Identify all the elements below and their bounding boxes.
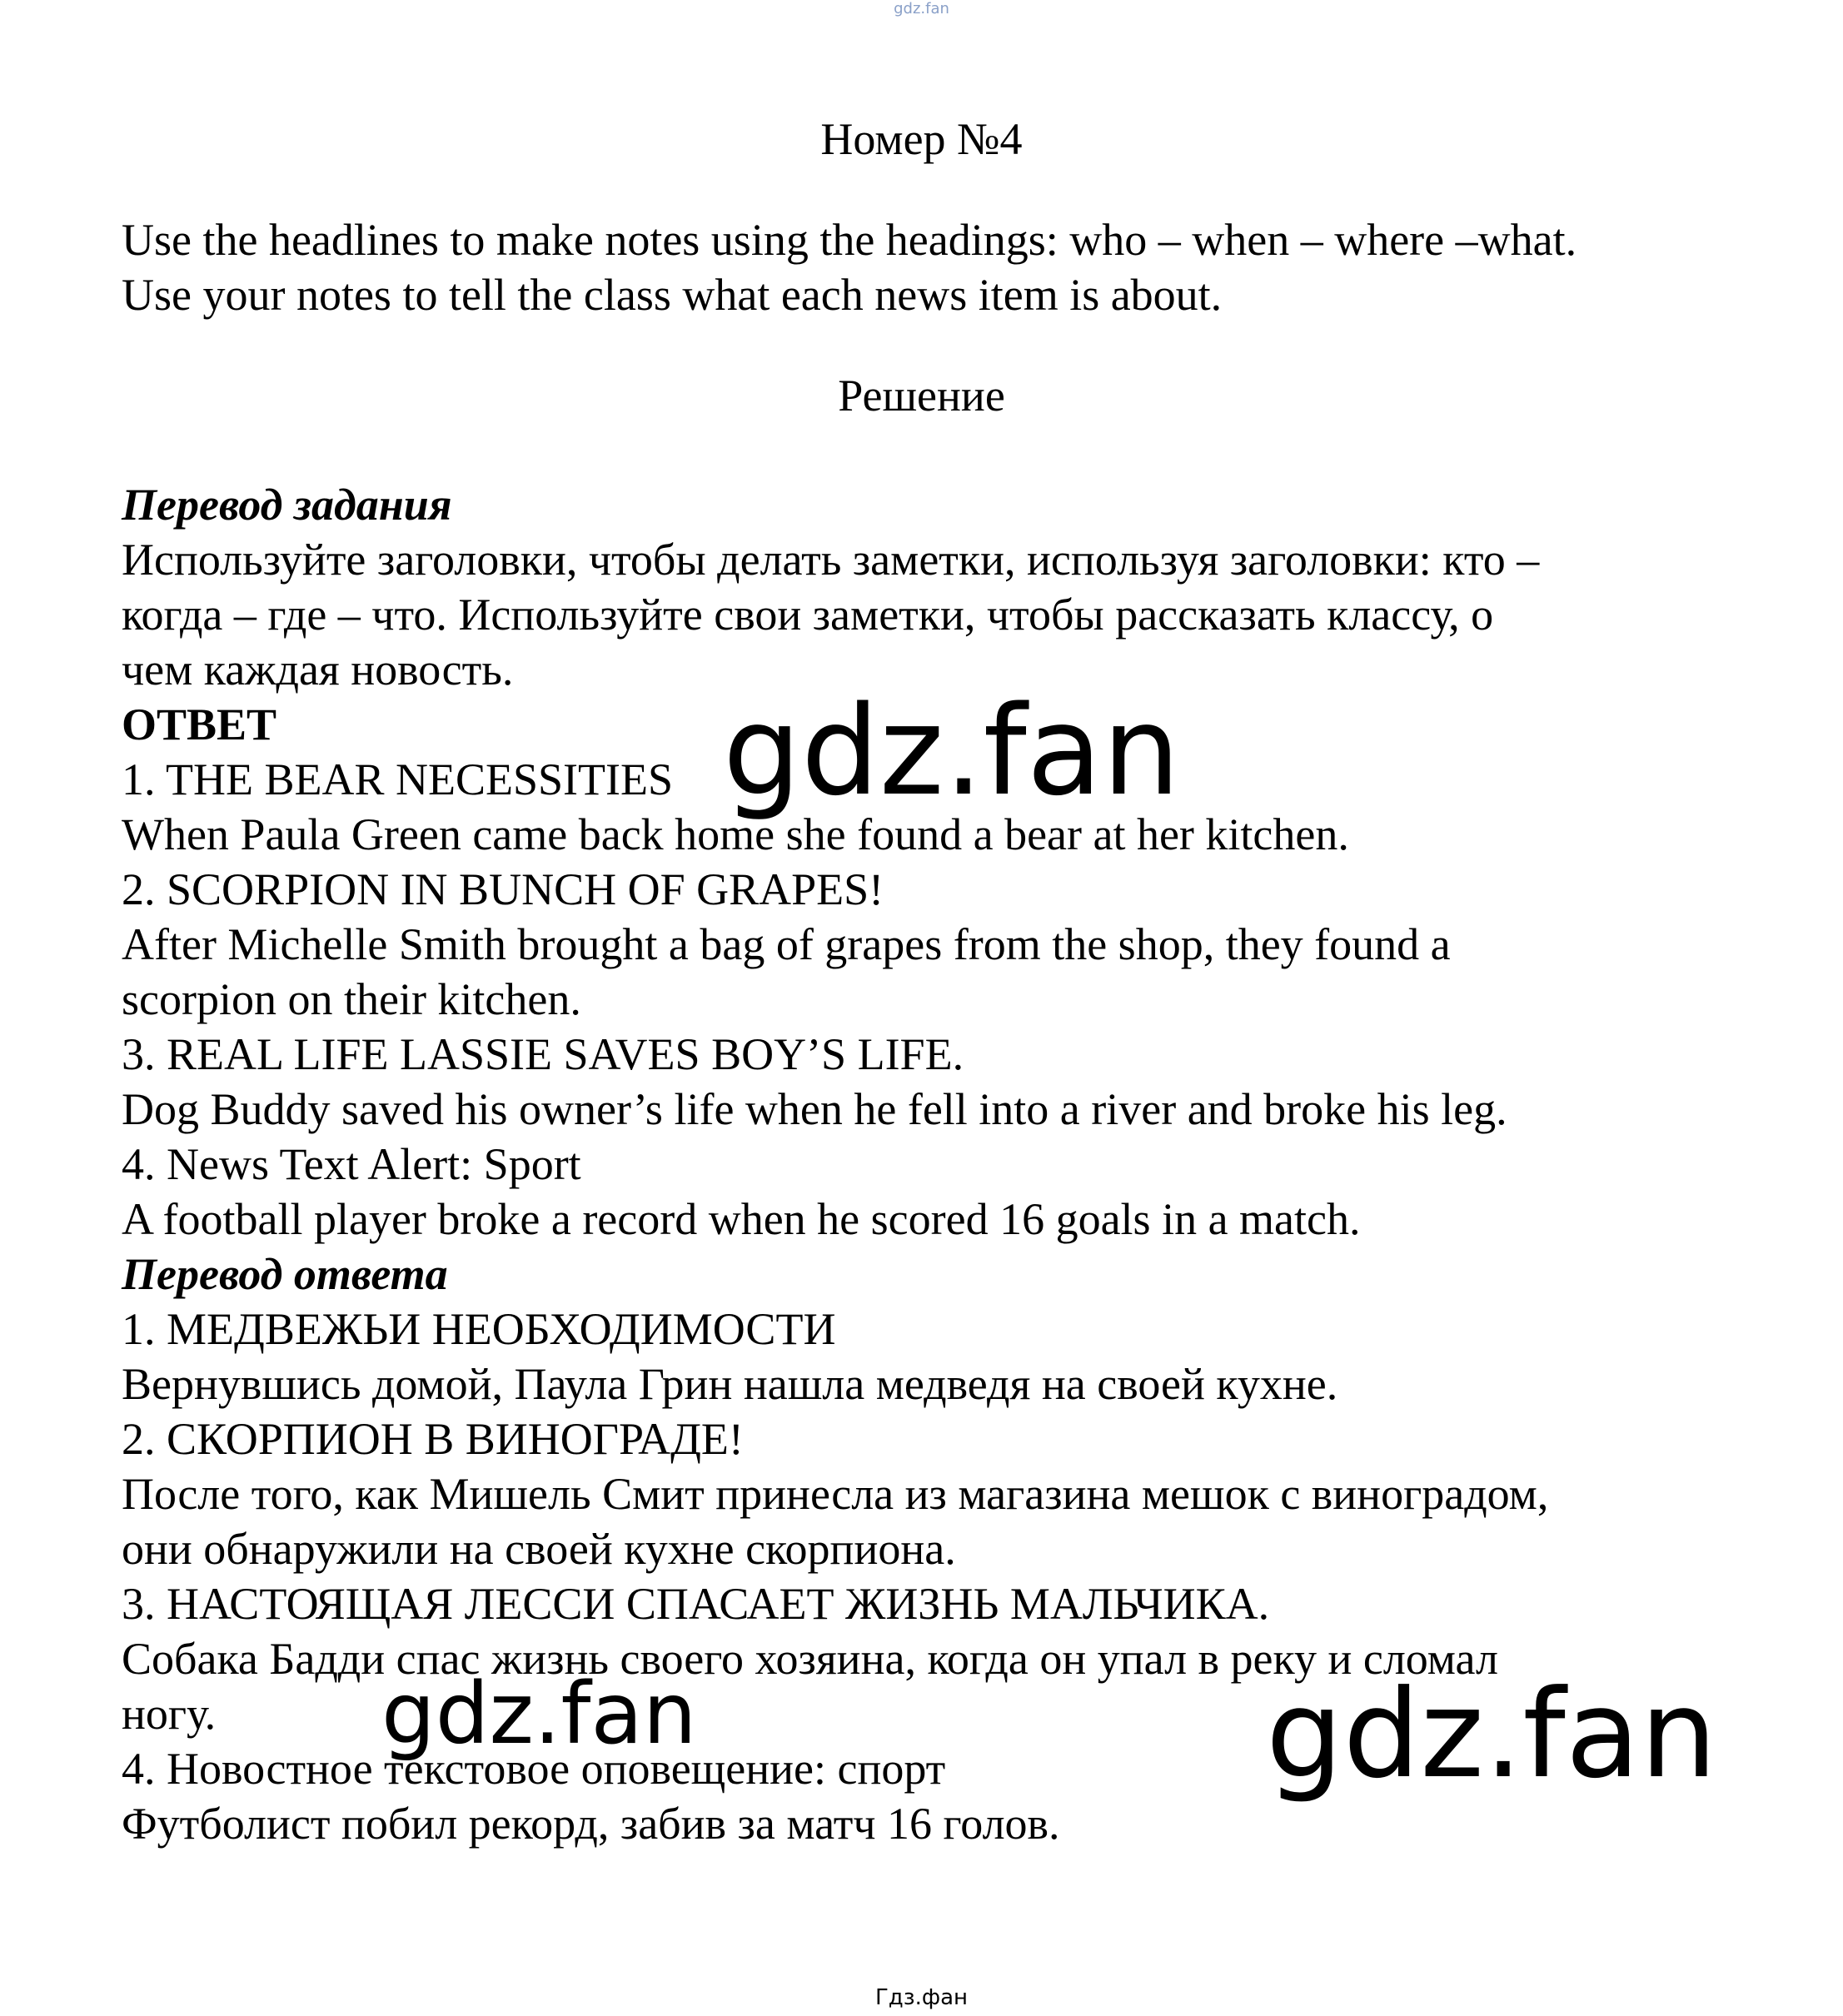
translation-answer-line: 3. НАСТОЯЩАЯ ЛЕССИ СПАСАЕТ ЖИЗНЬ МАЛЬЧИКА. (122, 1579, 1270, 1629)
translation-answer-heading: Перевод ответа (122, 1249, 448, 1299)
translation-task-line: Используйте заголовки, чтобы делать заметки, используя заголовки: кто – (122, 535, 1540, 585)
translation-answer-line: ногу. (122, 1689, 217, 1739)
translation-task-line: чем каждая новость. (122, 645, 514, 694)
watermark: gdz.fan (381, 1665, 697, 1764)
translation-answer-line: 2. СКОРПИОН В ВИНОГРАДЕ! (122, 1414, 744, 1464)
translation-answer-line: Собака Бадди спас жизнь своего хозяина, когда он упал в реку и сломал (122, 1634, 1498, 1684)
translation-answer-line: 1. МЕДВЕЖЬИ НЕОБХОДИМОСТИ (122, 1304, 836, 1354)
page-title: Номер №4 (820, 114, 1023, 164)
answer-line: 2. SCORPION IN BUNCH OF GRAPES! (122, 864, 884, 914)
translation-answer-line: они обнаружили на своей кухне скорпиона. (122, 1524, 956, 1574)
task-line: Use the headlines to make notes using the headings: who – when – where –what. (122, 215, 1577, 265)
watermark: gdz.fan (723, 679, 1181, 823)
answer-line: scorpion on their kitchen. (122, 974, 581, 1024)
translation-answer-line: Футболист побил рекорд, забив за матч 16 голов. (122, 1799, 1060, 1849)
solution-heading: Решение (838, 371, 1005, 421)
translation-task-heading: Перевод задания (122, 480, 452, 530)
translation-answer-line: После того, как Мишель Смит принесла из магазина мешок с виноградом, (122, 1469, 1549, 1519)
answer-line: Dog Buddy saved his owner’s life when he fell into a river and broke his leg. (122, 1084, 1507, 1134)
translation-answer-line: Вернувшись домой, Паула Грин нашла медведя на своей кухне. (122, 1359, 1338, 1409)
site-mark: gdz.fan (894, 0, 949, 17)
answer-line: When Paula Green came back home she found a bear at her kitchen. (122, 809, 1349, 859)
answer-line: A football player broke a record when he scored 16 goals in a match. (122, 1194, 1361, 1244)
answer-heading: ОТВЕТ (122, 699, 277, 749)
answer-line: 4. News Text Alert: Sport (122, 1139, 581, 1189)
answer-line: After Michelle Smith brought a bag of grapes from the shop, they found a (122, 919, 1451, 969)
task-line: Use your notes to tell the class what each news item is about. (122, 270, 1223, 320)
answer-line: 3. REAL LIFE LASSIE SAVES BOY’S LIFE. (122, 1029, 964, 1079)
translation-task-line: когда – где – что. Используйте свои заметки, чтобы рассказать классу, о (122, 590, 1494, 640)
footer-site-name: Гдз.фан (874, 1985, 969, 2010)
watermark: gdz.fan (1266, 1664, 1717, 1805)
translation-answer-line: 4. Новостное текстовое оповещение: спорт (122, 1744, 946, 1794)
task-text (122, 212, 1754, 322)
answer-line: 1. THE BEAR NECESSITIES (122, 754, 674, 804)
